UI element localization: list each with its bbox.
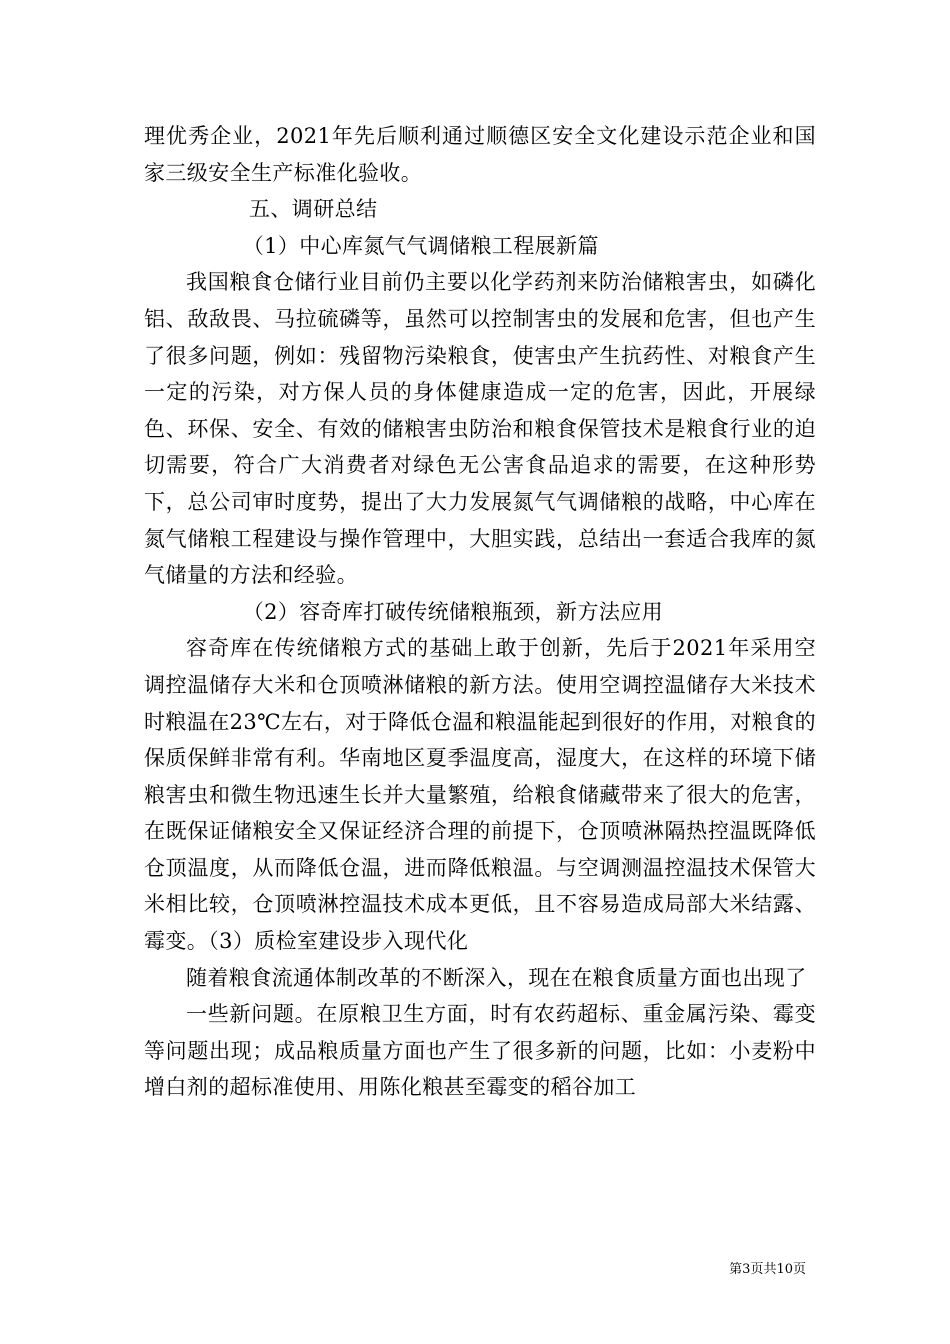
body-text: [144, 118, 816, 1106]
subsection-heading-2: （2）容奇库打破传统储粮瓶颈，新方法应用: [242, 599, 664, 624]
paragraph-new-problems: 一些新问题。在原粮卫生方面，时有农药超标、重金属污染、霉变等问题出现；成品粮质量方面也产生了很多新的问题，比如：小麦粉中增白剂的超标准使用、用陈化粮甚至霉变的稻谷加工: [144, 1002, 816, 1100]
subsection-heading-1: （1）中心库氮气气调储粮工程展新篇: [242, 233, 599, 258]
paragraph-nitrogen-storage: 我国粮食仓储行业目前仍主要以化学药剂来防治储粮害虫，如磷化铝、敌敌畏、马拉硫磷等，虽然可以控制害虫的发展和危害，但也产生了很多问题，例如：残留物污染粮食，使害虫产生抗药性、对粮食产生一定的污染，对方保人员的身体健康造成一定的危害，因此，开展绿色、环保、安全、有效的储粮害虫防治和粮食保管技术是粮食行业的迫切需要，符合广大消费者对绿色无公害食品追求的需要，在这种形势下，总公司审时度势，提出了大力发展氮气气调储粮的战略，中心库在氮气储粮工程建设与操作管理中，大胆实践，总结出一套适合我库的氮气储量的方法和经验。: [144, 270, 816, 588]
section-heading: 五、调研总结: [249, 197, 378, 222]
page-number: 第3页共10页: [729, 1262, 806, 1277]
paragraph-continuation: 理优秀企业，2021年先后顺利通过顺德区安全文化建设示范企业和国家三级安全生产标准化验收。: [144, 124, 816, 185]
paragraph-rongqi-storage: 容奇库在传统储粮方式的基础上敢于创新，先后于2021年采用空调控温储存大米和仓顶喷淋储粮的新方法。使用空调控温储存大米技术时粮温在23℃左右，对于降低仓温和粮温能起到很好的作用，对粮食的保质保鲜非常有利。华南地区夏季温度高，湿度大，在这样的环境下储粮害虫和微生物迅速生长并大量繁殖，给粮食储藏带来了很大的危害，在既保证储粮安全又保证经济合理的前提下，仓顶喷淋隔热控温既降低仓顶温度，从而降低仓温，进而降低粮温。与空调测温控温技术保管大米相比较，仓顶喷淋控温技术成本更低，且不容易造成局部大米结露、霉变。（3）质检室建设步入现代化: [144, 636, 817, 954]
paragraph-quality-reform: 随着粮食流通体制改革的不断深入，现在在粮食质量方面也出现了: [186, 965, 807, 990]
